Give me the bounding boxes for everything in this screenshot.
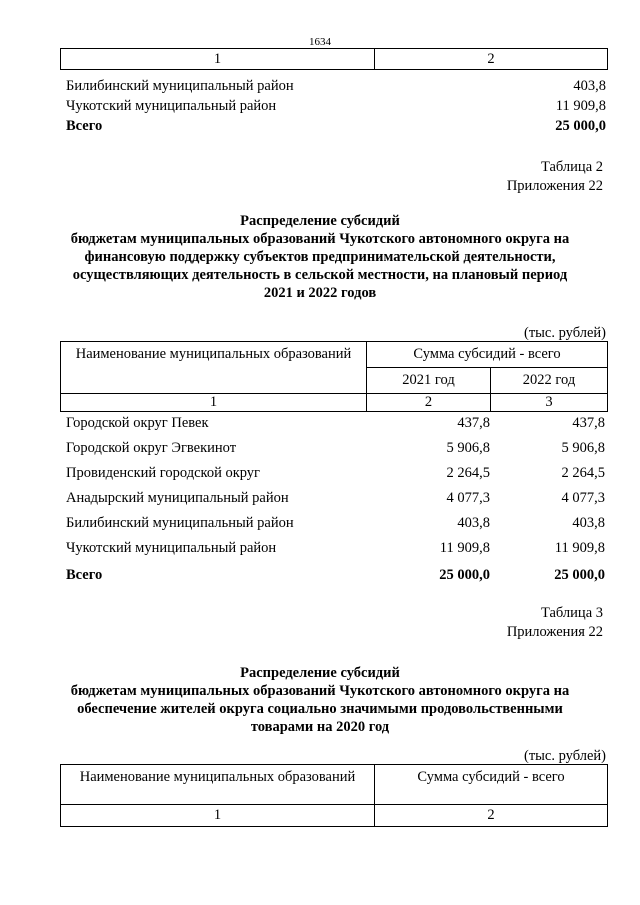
title-line: обеспечение жителей округа социально значимыми продовольственными: [77, 701, 563, 717]
title-line: Распределение субсидий: [240, 213, 400, 229]
row-name: Городской округ Эгвекинот: [66, 440, 237, 456]
title-line: бюджетам муниципальных образований Чукотского автономного округа на: [70, 231, 570, 247]
table-row: [66, 515, 605, 533]
title-line: Распределение субсидий: [240, 665, 400, 681]
row-value: 403,8: [573, 78, 606, 94]
row-name: Анадырский муниципальный район: [66, 490, 289, 506]
table2-col-name: Наименование муниципальных образований: [61, 342, 367, 394]
title-line: 2021 и 2022 годов: [263, 285, 377, 301]
table-row: [66, 98, 606, 116]
total-label: Всего: [66, 567, 103, 583]
table-row: [66, 440, 605, 458]
row-value-2022: 437,8: [572, 415, 605, 431]
table3-caption-appendix: Приложения 22: [506, 624, 603, 640]
table2-col-2022: 2022 год: [491, 368, 608, 394]
total-value-2021: 25 000,0: [439, 567, 490, 583]
row-value: 11 909,8: [555, 98, 606, 114]
table2-col-2021: 2021 год: [367, 368, 491, 394]
row-value-2021: 5 906,8: [446, 440, 490, 456]
table3-caption-number: Таблица 3: [540, 605, 603, 621]
row-name: Провиденский городской округ: [66, 465, 261, 481]
table3-header: [60, 764, 608, 827]
table-total-row: [66, 118, 606, 136]
table-row: [66, 465, 605, 483]
row-value-2022: 2 264,5: [561, 465, 605, 481]
table2-caption-appendix: Приложения 22: [506, 178, 603, 194]
table-row: [66, 540, 605, 558]
total-label: Всего: [66, 118, 103, 134]
table1-col2: 2: [375, 49, 608, 70]
table2-header: [60, 341, 608, 412]
row-name: Чукотский муниципальный район: [66, 540, 277, 556]
title-line: осуществляющих деятельность в сельской местности, на плановый период: [72, 267, 568, 283]
row-value-2022: 403,8: [572, 515, 605, 531]
table-row: [66, 490, 605, 508]
table3-col-name: Наименование муниципальных образований: [61, 765, 375, 805]
table3-col-sum: Сумма субсидий - всего: [375, 765, 608, 805]
row-value-2022: 11 909,8: [554, 540, 605, 556]
row-value-2021: 4 077,3: [446, 490, 490, 506]
table1-header: [60, 48, 608, 70]
row-name: Билибинский муниципальный район: [66, 515, 294, 531]
total-value-2022: 25 000,0: [554, 567, 605, 583]
page-number: 1634: [309, 36, 331, 48]
table-row: [66, 415, 605, 433]
table1-col1: 1: [61, 49, 375, 70]
row-value-2021: 403,8: [457, 515, 490, 531]
title-line: товарами на 2020 год: [250, 719, 390, 735]
row-value-2022: 5 906,8: [561, 440, 605, 456]
table-row: [66, 78, 606, 96]
row-value-2021: 11 909,8: [439, 540, 490, 556]
total-value: 25 000,0: [555, 118, 606, 134]
row-name: Городской округ Певек: [66, 415, 209, 431]
row-name: Чукотский муниципальный район: [66, 98, 277, 114]
row-name: Билибинский муниципальный район: [66, 78, 294, 94]
row-value-2022: 4 077,3: [561, 490, 605, 506]
title-line: финансовую поддержку субъектов предпринимательской деятельности,: [84, 249, 556, 265]
table2-num-1: 1: [61, 394, 367, 412]
row-value-2021: 437,8: [457, 415, 490, 431]
table2-num-2: 2: [367, 394, 491, 412]
table3-units: (тыс. рублей): [524, 748, 606, 764]
table3-num-1: 1: [61, 805, 375, 827]
table3-num-2: 2: [375, 805, 608, 827]
title-line: бюджетам муниципальных образований Чукотского автономного округа на: [70, 683, 570, 699]
table-total-row: [66, 567, 605, 585]
row-value-2021: 2 264,5: [446, 465, 490, 481]
table2-caption-number: Таблица 2: [540, 159, 603, 175]
table2-col-sum: Сумма субсидий - всего: [367, 342, 608, 368]
table2-units: (тыс. рублей): [524, 325, 606, 341]
table2-title: [50, 212, 590, 302]
table3-title: [50, 664, 590, 736]
table2-num-3: 3: [491, 394, 608, 412]
